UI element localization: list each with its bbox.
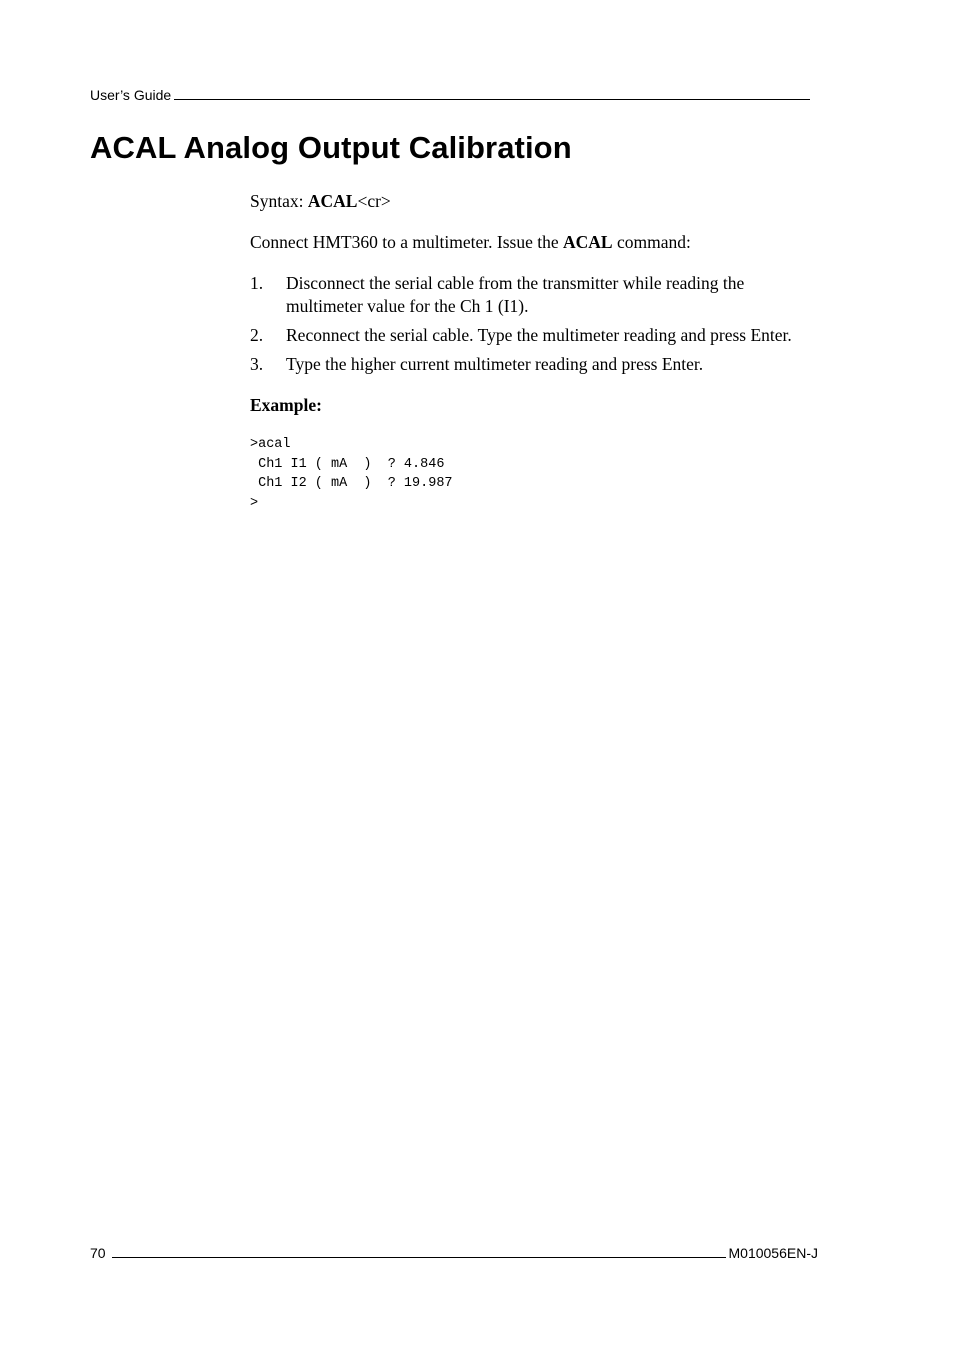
- page-title: ACAL Analog Output Calibration: [90, 130, 572, 165]
- document-code: M010056EN-J: [728, 1245, 818, 1261]
- list-item: [250, 324, 810, 347]
- step-text: Reconnect the serial cable. Type the multimeter reading and press Enter.: [286, 325, 792, 345]
- step-number: 1.: [250, 273, 264, 293]
- intro-paragraph: [250, 231, 810, 254]
- header-rule: [174, 99, 810, 100]
- example-label: Example:: [250, 395, 322, 415]
- intro-before: Connect HMT360 to a multimeter. Issue the: [250, 232, 564, 252]
- syntax-line: [250, 190, 810, 213]
- code-line: >acal: [250, 437, 291, 452]
- code-example: [250, 435, 810, 513]
- guide-label: User’s Guide: [90, 87, 172, 103]
- syntax-suffix: <cr>: [357, 191, 391, 211]
- page-header: [90, 86, 810, 104]
- code-line: >: [250, 495, 259, 511]
- list-item: [250, 353, 810, 376]
- footer-rule: [112, 1257, 726, 1258]
- code-line: Ch1 I1 ( mA ) ? 4.846: [250, 456, 445, 472]
- main-content: [250, 190, 810, 513]
- steps-list: [250, 272, 810, 376]
- step-number: 3.: [250, 354, 264, 374]
- step-text: Type the higher current multimeter reading and press Enter.: [286, 354, 704, 374]
- list-item: [250, 272, 810, 318]
- syntax-command: ACAL: [307, 191, 358, 211]
- step-text: Disconnect the serial cable from the transmitter while reading the multimeter value for the Ch 1 (I1).: [286, 273, 745, 316]
- page-footer: [90, 1244, 818, 1262]
- intro-command: ACAL: [563, 232, 613, 252]
- syntax-label: Syntax:: [250, 191, 308, 211]
- page-number: 70: [90, 1245, 106, 1261]
- step-number: 2.: [250, 325, 264, 345]
- intro-after: command:: [612, 232, 691, 252]
- code-line: Ch1 I2 ( mA ) ? 19.987: [250, 476, 453, 491]
